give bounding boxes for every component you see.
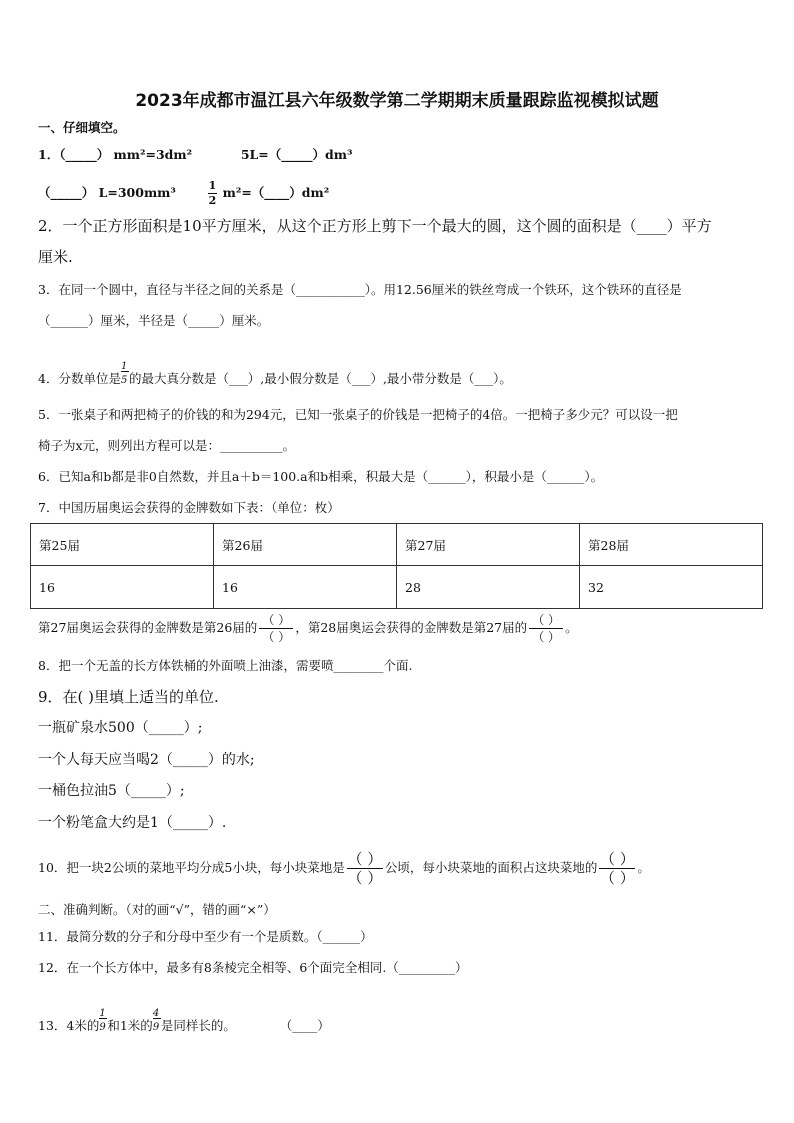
table-header-cell: 第28届 <box>580 524 763 566</box>
question-5-line-1: 5．一张桌子和两把椅子的价钱的和为294元，已知一张桌子的价钱是一把椅子的4倍。一把椅子多少元？可以设一把 <box>38 407 678 422</box>
question-12: 12．在一个长方体中，最多有8条棱完全相等、6个面完全相同.（_________） <box>38 960 468 975</box>
q1-part-d: m²=（____）dm² <box>222 185 330 200</box>
question-9-item-3: 一桶色拉油5（_____）; <box>38 783 185 799</box>
question-10: 10．把一块2公顷的菜地平均分成5小块，每小块菜地是 （ ） （ ） 公顷，每小块菜地的面积占这块菜地的 （ ） （ ） 。 <box>38 850 650 887</box>
question-3-line-2: （______）厘米，半径是（_____）厘米。 <box>38 313 270 328</box>
question-13: 13．4米的 $\frac{1}{9}$ 和1米的 $\frac{4}{9}$ 是同样长的。 （____） <box>38 1008 330 1033</box>
question-8: 8．把一个无盖的长方体铁桶的外面喷上油漆，需要喷________个面. <box>38 658 413 673</box>
table-value-cell: 16 <box>31 566 214 609</box>
question-1-row-2 <box>38 178 329 208</box>
q1-part-c: （_____） L=300mm³ <box>38 185 176 200</box>
question-2-line-1: 2．一个正方形面积是10平方厘米，从这个正方形上剪下一个最大的圆，这个圆的面积是（____）平方 <box>38 217 712 235</box>
q10-blank-fraction-1: （ ） （ ） <box>347 850 383 887</box>
q13-answer-blank: （____） <box>279 1018 330 1033</box>
table-value-cell: 28 <box>397 566 580 609</box>
table-header-cell: 第26届 <box>214 524 397 566</box>
q10-blank-fraction-2: （ ） （ ） <box>599 850 635 887</box>
q7-blank-fraction-1: （ ） （ ） <box>259 613 293 644</box>
table-header-row <box>31 524 763 566</box>
q1-fraction-half: $\frac{1}{2}$ <box>208 179 217 207</box>
question-3-line-1: 3．在同一个圆中，直径与半径之间的关系是（___________）。用12.56厘米的铁丝弯成一个铁环，这个铁环的直径是 <box>38 282 682 297</box>
q1-part-b: 5L=（_____）dm³ <box>240 147 353 162</box>
q7-blank-fraction-2: （ ） （ ） <box>529 613 563 644</box>
table-value-row <box>31 566 763 609</box>
table-header-cell: 第27届 <box>397 524 580 566</box>
table-value-cell: 16 <box>214 566 397 609</box>
question-9-item-2: 一个人每天应当喝2（_____）的水; <box>38 752 255 768</box>
question-1-row-1 <box>38 147 352 163</box>
question-7-intro: 7．中国历届奥运会获得的金牌数如下表：（单位：枚） <box>38 500 340 515</box>
question-5-line-2: 椅子为x元，则列出方程可以是：__________。 <box>38 438 296 453</box>
table-header-cell: 第25届 <box>31 524 214 566</box>
question-6: 6．已知a和b都是非0自然数，并且a＋b＝100.a和b相乘，积最大是（______），积最小是（______）。 <box>38 469 604 484</box>
gold-medal-table <box>30 523 763 609</box>
question-9-item-1: 一瓶矿泉水500（_____）; <box>38 720 203 736</box>
table-value-cell: 32 <box>580 566 763 609</box>
question-9-intro: 9．在( )里填上适当的单位. <box>38 688 219 706</box>
section-heading-true-false: 二、准确判断。（对的画“√”，错的画“×”） <box>38 902 276 917</box>
question-11: 11．最简分数的分子和分母中至少有一个是质数。（______） <box>38 929 373 944</box>
question-7-followup: 第27届奥运会获得的金牌数是第26届的 （ ） （ ） ，第28届奥运会获得的金牌数是第27届的 （ ） （ ） 。 <box>38 613 578 644</box>
question-4: 4．分数单位是 $\frac{1}{5}$ 的最大真分数是（___）,最小假分数是（___）,最小带分数是（___）。 <box>38 361 512 386</box>
page-title: 2023年成都市温江县六年级数学第二学期期末质量跟踪监视模拟试题 <box>135 91 659 111</box>
question-9-item-4: 一个粉笔盒大约是1（_____）. <box>38 815 227 831</box>
q1-part-a: 1．（_____） mm²=3dm² <box>38 147 193 162</box>
section-heading-fill-in: 一、仔细填空。 <box>38 120 126 135</box>
question-2-line-2: 厘米. <box>38 248 73 266</box>
